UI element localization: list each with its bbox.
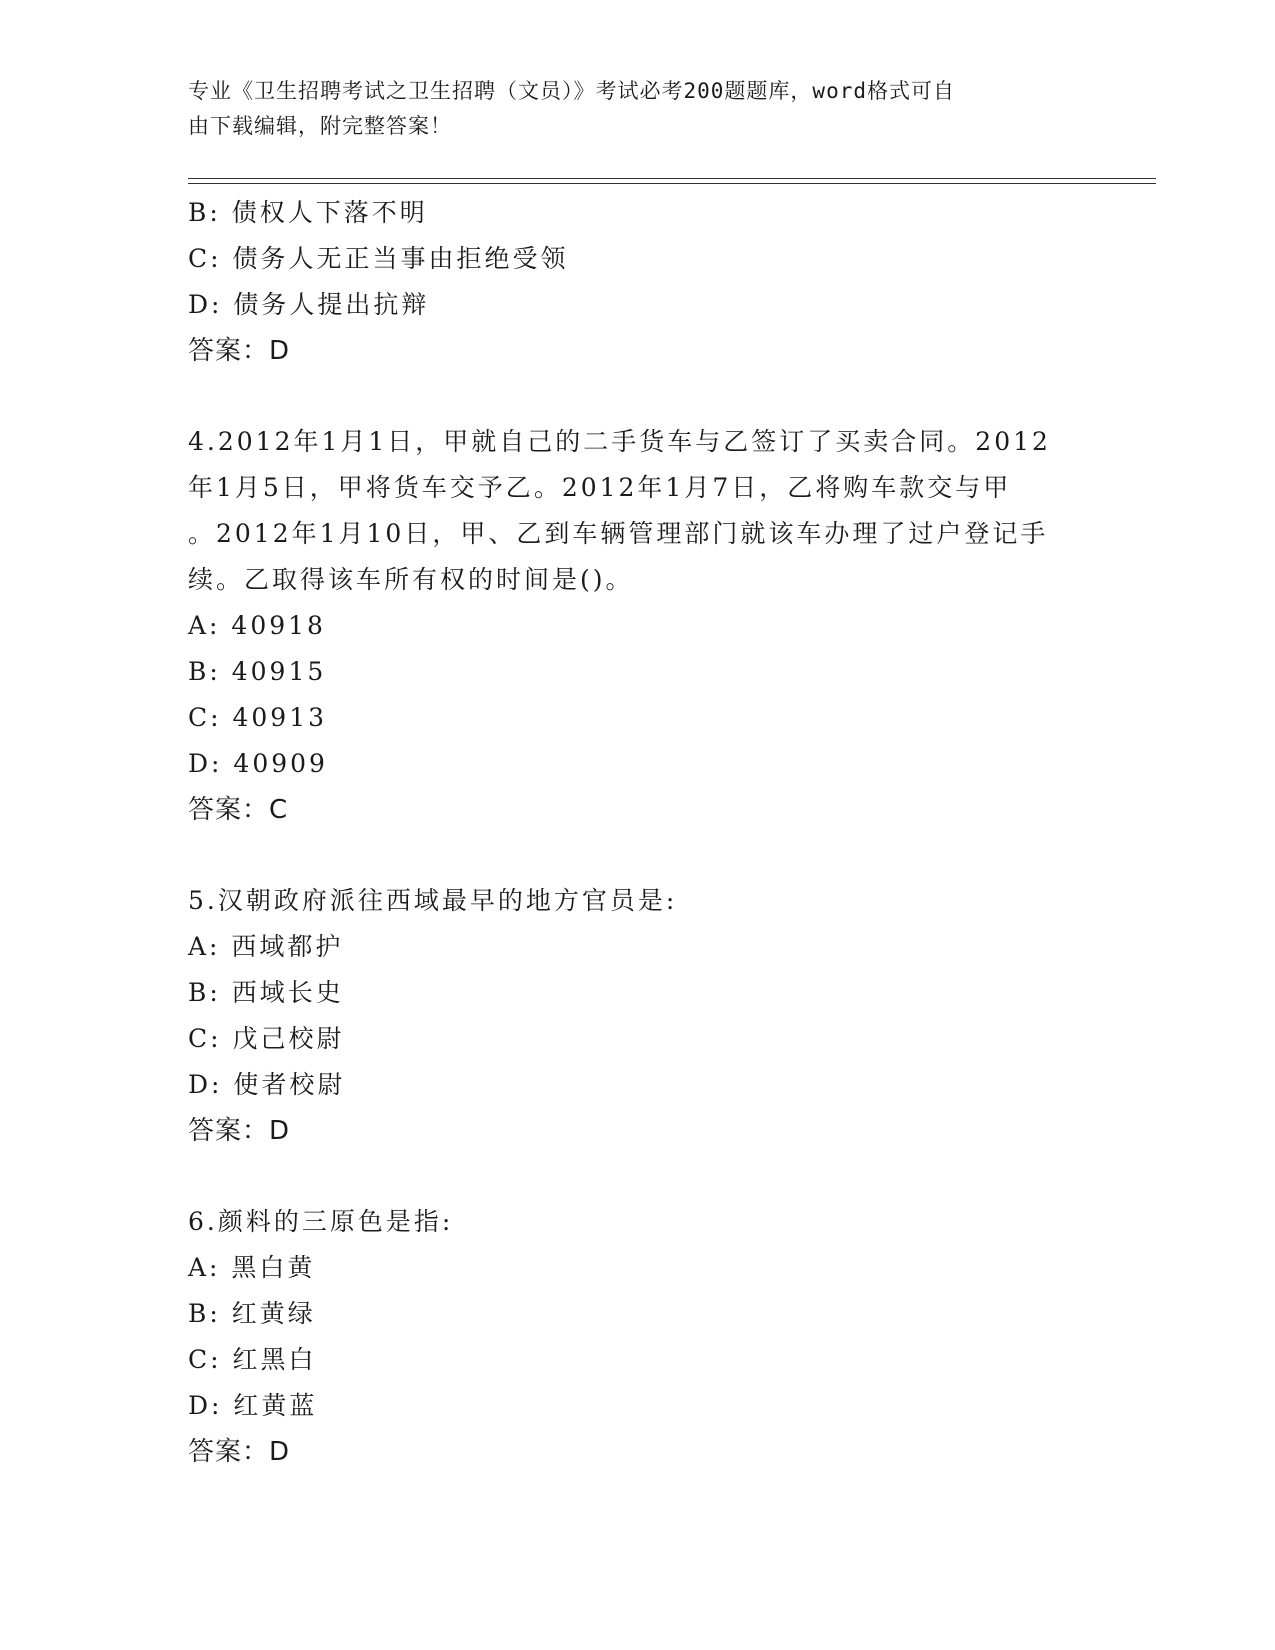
answer-label: 答案：D <box>188 1116 291 1146</box>
answer-label: 答案：D <box>188 1437 291 1467</box>
option-a: A: 西域都护 <box>188 932 344 961</box>
question-5 <box>188 878 1088 1154</box>
option-c: C: 红黑白 <box>188 1345 317 1374</box>
document-header <box>188 74 1088 144</box>
spacer <box>188 374 1088 419</box>
option-d: D: 使者校尉 <box>188 1070 346 1099</box>
option-b: B: 债权人下落不明 <box>188 198 428 227</box>
option-d: D: 债务人提出抗辩 <box>188 290 430 319</box>
option-a: A: 40918 <box>188 611 326 640</box>
option-c: C: 戊己校尉 <box>188 1024 345 1053</box>
option-c: C: 40913 <box>188 703 328 732</box>
question-list <box>188 190 1088 1475</box>
answer-label: 答案：D <box>188 336 291 366</box>
header-divider-top <box>188 178 1156 179</box>
question-3-tail <box>188 190 1088 374</box>
header-divider-bottom <box>188 183 1156 184</box>
question-6 <box>188 1199 1088 1475</box>
option-b: B: 红黄绿 <box>188 1299 316 1328</box>
question-text-line: 年1月5日，甲将货车交予乙。2012年1月7日，乙将购车款交与甲 <box>188 473 1012 502</box>
question-text-line: 4.2012年1月1日，甲就自己的二手货车与乙签订了买卖合同。2012 <box>188 427 1051 456</box>
option-d: D: 红黄蓝 <box>188 1391 318 1420</box>
spacer <box>188 833 1088 878</box>
spacer <box>188 1154 1088 1199</box>
option-b: B: 西域长史 <box>188 978 344 1007</box>
question-4 <box>188 419 1088 833</box>
header-line-2: 由下载编辑，附完整答案！ <box>188 114 452 138</box>
header-line-1: 专业《卫生招聘考试之卫生招聘（文员）》考试必考200题题库，word格式可自 <box>188 79 955 103</box>
option-a: A: 黑白黄 <box>188 1253 316 1282</box>
question-text-line: 续。乙取得该车所有权的时间是()。 <box>188 565 634 594</box>
option-d: D: 40909 <box>188 749 328 778</box>
question-text-line: 6.颜料的三原色是指: <box>188 1207 454 1236</box>
option-b: B: 40915 <box>188 657 327 686</box>
option-c: C: 债务人无正当事由拒绝受领 <box>188 244 569 273</box>
answer-label: 答案：C <box>188 795 289 825</box>
question-text-line: 。2012年1月10日，甲、乙到车辆管理部门就该车办理了过户登记手 <box>188 519 1049 548</box>
question-text-line: 5.汉朝政府派往西域最早的地方官员是: <box>188 886 678 915</box>
